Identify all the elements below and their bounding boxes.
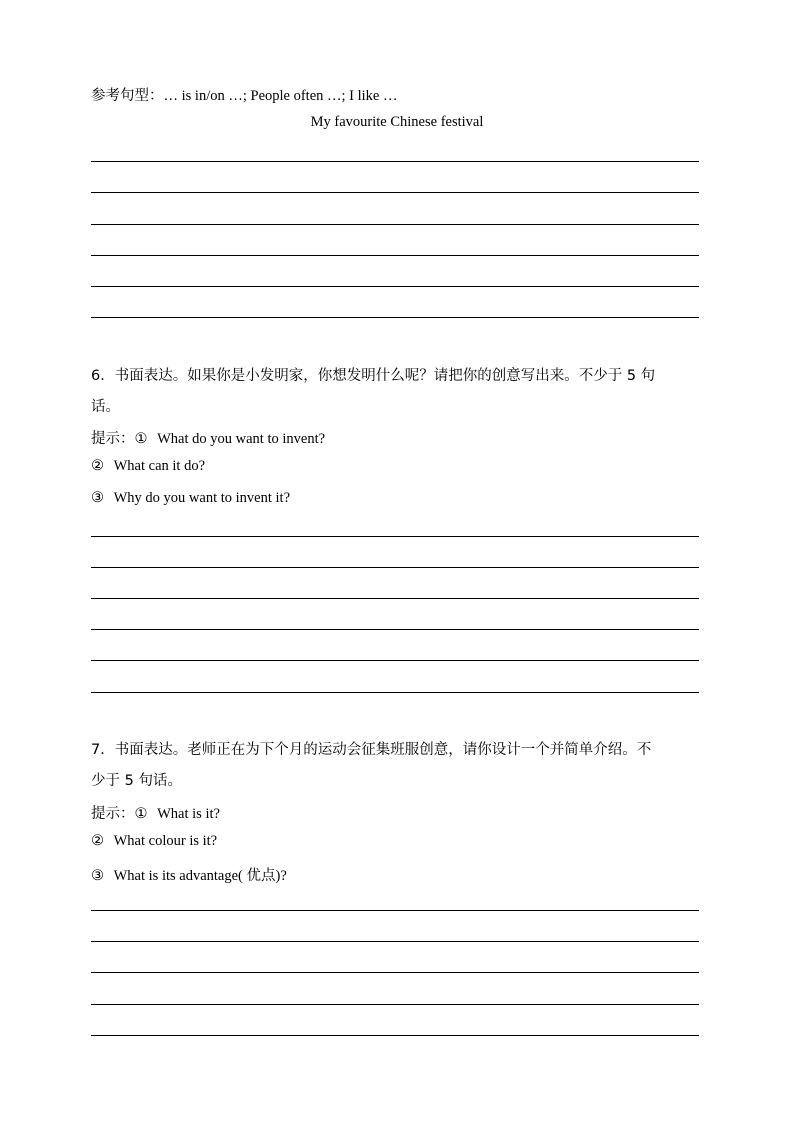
writing-line[interactable]: [91, 1035, 699, 1036]
writing-line[interactable]: [91, 941, 699, 942]
hint-number: ①: [134, 431, 148, 447]
writing-line[interactable]: [91, 161, 699, 162]
writing-line[interactable]: [91, 224, 699, 225]
writing-line[interactable]: [91, 192, 699, 193]
hint-text: What is it?: [157, 806, 220, 822]
q6-hint-1: [91, 427, 325, 448]
writing-line[interactable]: [91, 567, 699, 568]
writing-line[interactable]: [91, 317, 699, 318]
writing-line[interactable]: [91, 1004, 699, 1005]
reference-text: … is in/on …; People often …; I like …: [163, 88, 398, 104]
reference-patterns: [91, 84, 398, 105]
writing-line[interactable]: [91, 910, 699, 911]
hint-number: ③: [91, 490, 104, 506]
writing-line[interactable]: [91, 536, 699, 537]
hint-number: ①: [134, 806, 148, 822]
q6-hint-3: [91, 490, 290, 507]
hint-text: Why do you want to invent it?: [113, 490, 291, 506]
q7-hint-3: [91, 864, 287, 885]
writing-line[interactable]: [91, 255, 699, 256]
hint-label: 提示：: [91, 806, 135, 822]
reference-label: 参考句型：: [91, 88, 164, 104]
q6-prompt-line1: 6．书面表达。如果你是小发明家，你想发明什么呢？请把你的创意写出来。不少于 5 句: [91, 368, 656, 384]
hint-text: What can it do?: [113, 458, 206, 474]
hint-number: ②: [91, 458, 104, 474]
hint-number: ③: [91, 868, 104, 884]
hint-label: 提示：: [91, 431, 135, 447]
hint-text: What do you want to invent?: [157, 431, 326, 447]
writing-line[interactable]: [91, 598, 699, 599]
q7-prompt-line1: 7．书面表达。老师正在为下个月的运动会征集班服创意，请你设计一个并简单介绍。不: [91, 742, 652, 758]
q6-hint-2: [91, 458, 205, 475]
essay-title: My favourite Chinese festival: [310, 114, 484, 130]
writing-line[interactable]: [91, 286, 699, 287]
q6-prompt-line2: 话。: [91, 399, 120, 415]
writing-line[interactable]: [91, 629, 699, 630]
writing-line[interactable]: [91, 692, 699, 693]
q7-hint-2: [91, 833, 217, 850]
writing-line[interactable]: [91, 660, 699, 661]
hint-text: What is its advantage( 优点)?: [113, 868, 287, 884]
q7-prompt-line2: 少于 5 句话。: [91, 773, 182, 789]
hint-number: ②: [91, 833, 104, 849]
writing-line[interactable]: [91, 972, 699, 973]
q7-hint-1: [91, 802, 220, 823]
hint-text: What colour is it?: [113, 833, 218, 849]
